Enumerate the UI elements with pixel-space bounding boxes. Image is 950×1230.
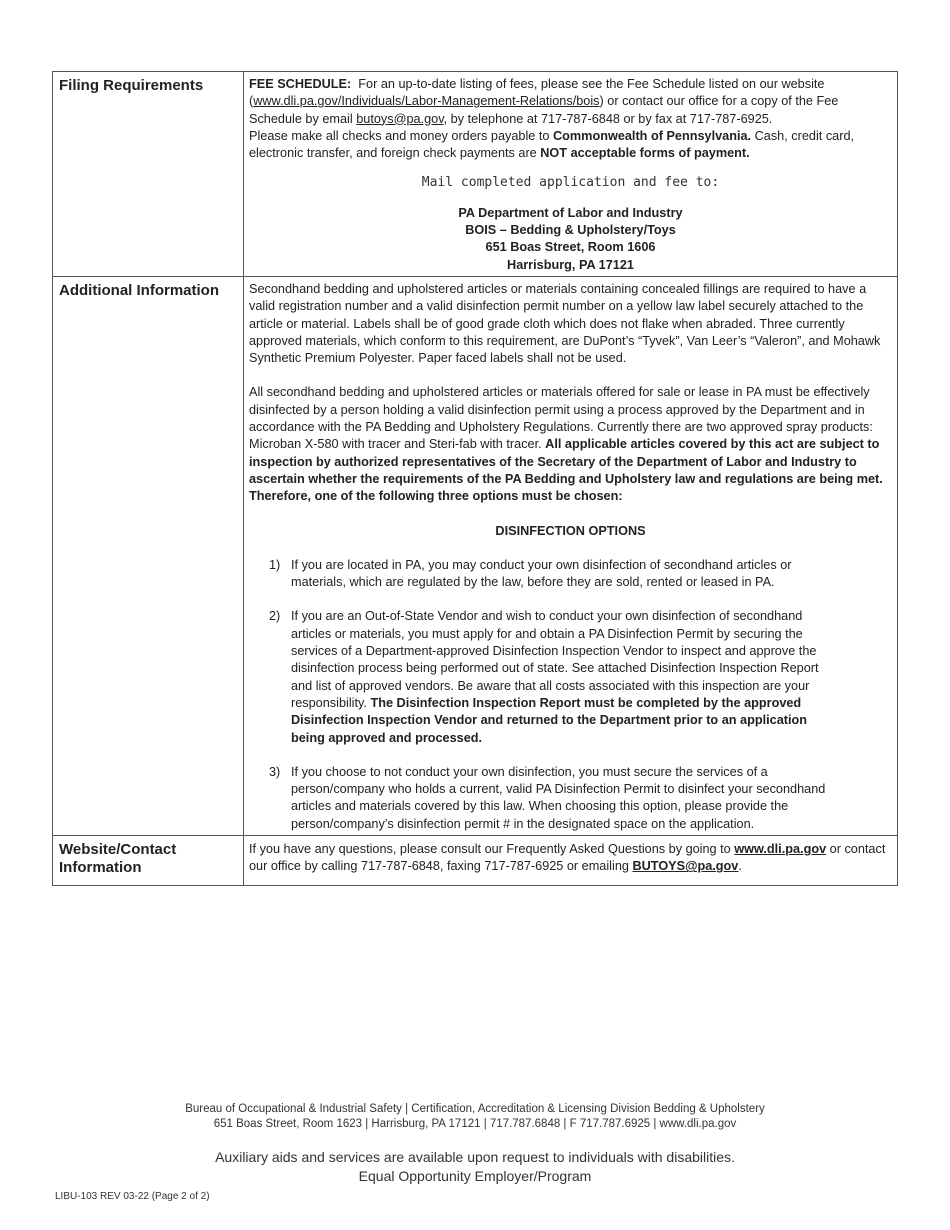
mailing-address-line: 651 Boas Street, Room 1606 bbox=[485, 240, 656, 255]
mailing-address-line: BOIS – Bedding & Upholstery/Toys bbox=[465, 223, 676, 238]
footer-line: Bureau of Occupational & Industrial Safety | Certification, Accreditation & Licensing Division Bedding & Upholstery bbox=[185, 1103, 765, 1115]
footer-line: Equal Opportunity Employer/Program bbox=[358, 1168, 592, 1184]
disinfection-options-title: DISINFECTION OPTIONS bbox=[495, 523, 646, 538]
footer-accessibility bbox=[0, 1148, 950, 1186]
payment-paragraph: Please make all checks and money orders payable to Commonwealth of Pennsylvania. Cash, credit card, electronic transfer, and foreign check payments are NOT acceptable forms of payment. bbox=[249, 128, 855, 161]
option-text: If you choose to not conduct your own disinfection, you must secure the services of a person/company who holds a current, valid PA Disinfection Permit to disinfect your secondhand articles and materials covered by this law. When choosing this option, please provide the person/company’s disinfection permit # in the designated space on the application. bbox=[291, 764, 826, 831]
table-row-contact bbox=[53, 835, 898, 885]
label-requirements-paragraph: Secondhand bedding and upholstered articles or materials containing concealed fillings are required to have a valid registration number and a valid disinfection permit number on a yellow law label securely attached to the article or material. Labels shall be of good grade cloth which does not flake when abraded. Three currently approved materials, which conform to this requirement, are DuPont’s “Tyvek”, Van Leer’s “Valeron”, and Mohawk Synthetic Premium Polyester. Paper faced labels shall not be used. bbox=[249, 281, 881, 366]
disinfection-option bbox=[249, 764, 836, 833]
option-bold-text: The Disinfection Inspection Report must be completed by the approved Disinfection Inspection Vendor and returned to the Department prior to an application being approved and processed. bbox=[291, 695, 808, 745]
row-content-contact bbox=[244, 835, 898, 885]
footer-line: Auxiliary aids and services are available upon request to individuals with disabilities. bbox=[215, 1149, 735, 1165]
row-label-filing: Filing Requirements bbox=[53, 72, 244, 277]
footer-line: 651 Boas Street, Room 1623 | Harrisburg, PA 17121 | 717.787.6848 | F 717.787.6925 | www.dli.pa.gov bbox=[213, 1118, 737, 1130]
requirements-table bbox=[52, 71, 898, 886]
table-row-filing bbox=[53, 72, 898, 277]
disinfection-requirements-paragraph: All secondhand bedding and upholstered articles or materials offered for sale or lease in PA must be effectively disinfected by a person holding a valid disinfection permit using a process approved by the Department and in accordance with the PA Bedding and Upholstery Regulations. Currently there are two approved spray products: Microban X-580 with tracer and Steri-fab with tracer. All applicable articles covered by this act are subject to inspection by authorized representatives of the Secretary of the Department of Labor and Industry to ascertain whether the requirements of the PA Bedding and Upholstery law and regulations are being met. Therefore, one of the following three options must be chosen: bbox=[249, 385, 883, 504]
contact-email-link[interactable]: BUTOYS@pa.gov bbox=[632, 859, 739, 874]
fee-email-link[interactable]: butoys@pa.gov bbox=[356, 111, 444, 126]
disinfection-option bbox=[249, 557, 836, 592]
table-row-additional bbox=[53, 276, 898, 835]
mail-to-label: Mail completed application and fee to: bbox=[421, 175, 720, 191]
payment-not-accepted: NOT acceptable forms of payment. bbox=[540, 146, 750, 161]
fee-schedule-link[interactable]: www.dli.pa.gov/Individuals/Labor-Management-Relations/bois bbox=[253, 94, 600, 109]
fee-schedule-paragraph: FEE SCHEDULE: For an up-to-date listing of fees, please see the Fee Schedule listed on our website (www.dli.pa.gov/Individuals/Labor-Management-Relations/bois) or contact our office for a copy of the Fee Schedule by email butoys@pa.gov, by telephone at 717-787-6848 or by fax at 717-787-6925. bbox=[249, 77, 839, 126]
row-label-additional: Additional Information bbox=[53, 276, 244, 835]
form-number: LIBU-103 REV 03-22 (Page 2 of 2) bbox=[55, 1191, 210, 1202]
website-link[interactable]: www.dli.pa.gov bbox=[734, 841, 827, 856]
option-number: 3) bbox=[269, 764, 281, 779]
row-content-filing bbox=[244, 72, 898, 277]
fee-heading: FEE SCHEDULE: bbox=[249, 77, 352, 91]
disinfection-option bbox=[249, 608, 836, 746]
option-number: 1) bbox=[269, 557, 281, 572]
option-number: 2) bbox=[269, 609, 281, 624]
payment-payee: Commonwealth of Pennsylvania. bbox=[552, 128, 752, 143]
option-text: If you are an Out-of-State Vendor and wish to conduct your own disinfection of secondhand articles or materials, you must apply for and obtain a PA Disinfection Permit by securing the services of a Department-approved Disinfection Inspection Vendor to inspect and approve the disinfection process being performed out of state. See attached Disinfection Inspection Report and list of approved vendors. Be aware that all costs associated with this inspection are your responsibility. bbox=[291, 609, 819, 710]
row-content-additional bbox=[244, 276, 898, 835]
contact-paragraph: If you have any questions, please consult our Frequently Asked Questions by going to www.dli.pa.gov or contact our office by calling 717-787-6848, faxing 717-787-6925 or emailing BUTOYS@pa.gov. bbox=[249, 841, 886, 874]
mailing-address-line: Harrisburg, PA 17121 bbox=[507, 257, 634, 272]
footer-bureau-info bbox=[0, 1102, 950, 1132]
option-text: If you are located in PA, you may conduct your own disinfection of secondhand articles or materials, which are regulated by the law, before they are sold, rented or leased in PA. bbox=[291, 557, 792, 590]
row-label-contact: Website/Contact Information bbox=[53, 835, 244, 885]
mailing-address-line: PA Department of Labor and Industry bbox=[458, 205, 683, 220]
